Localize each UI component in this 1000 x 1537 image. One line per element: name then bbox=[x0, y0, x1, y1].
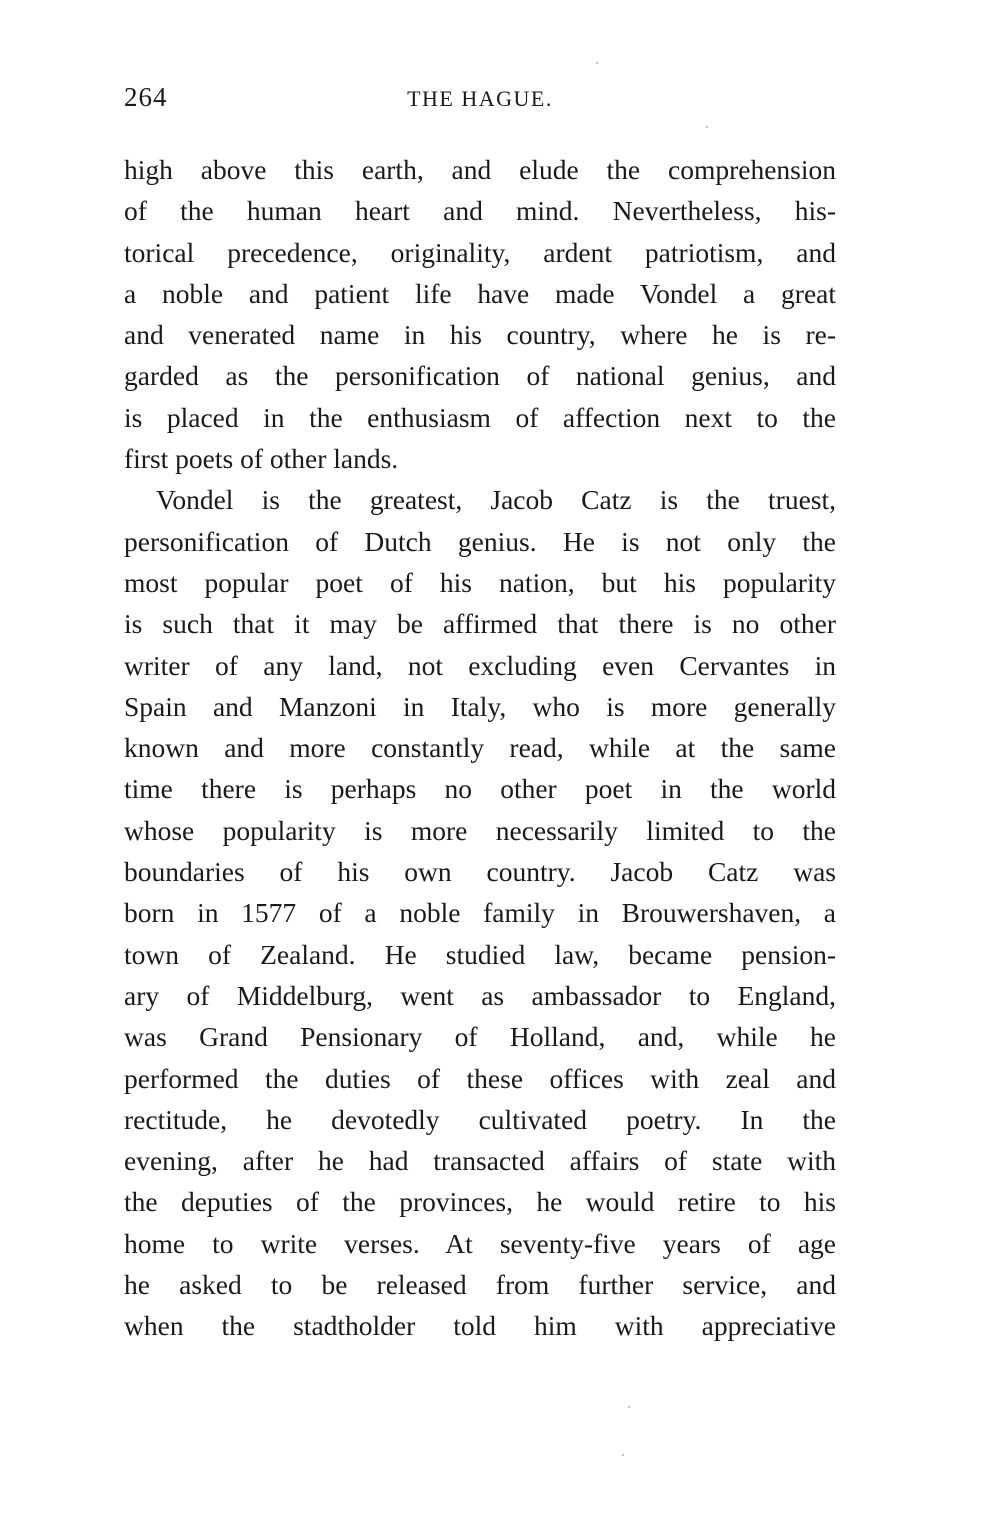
text-line: high above this earth, and elude the comprehension bbox=[124, 154, 836, 185]
text-line: of the human heart and mind. Nevertheless, his- bbox=[124, 195, 836, 227]
text-line: is such that it may be affirmed that there is no other bbox=[124, 608, 836, 640]
running-head bbox=[124, 82, 836, 116]
text-line: evening, after he had transacted affairs of state with bbox=[124, 1145, 836, 1177]
text-line: whose popularity is more necessarily limited to the bbox=[124, 814, 836, 846]
text-line: Spain and Manzoni in Italy, who is more generally bbox=[124, 690, 836, 722]
text-line: a noble and patient life have made Vondel a great bbox=[124, 277, 836, 309]
text-line: boundaries of his own country. Jacob Catz was bbox=[124, 856, 836, 888]
text-line: when the stadtholder told him with appreciative bbox=[124, 1310, 836, 1342]
text-line: home to write verses. At seventy-five years of age bbox=[124, 1227, 836, 1259]
text-line: the deputies of the provinces, he would retire to his bbox=[124, 1186, 836, 1218]
text-line: is placed in the enthusiasm of affection next to the bbox=[124, 401, 836, 433]
paper-speck bbox=[628, 1406, 630, 1408]
text-line: time there is perhaps no other poet in the world bbox=[124, 773, 836, 805]
running-title: THE HAGUE. bbox=[407, 86, 553, 111]
text-line: most popular poet of his nation, but his popularity bbox=[124, 566, 836, 598]
text-line: known and more constantly read, while at the same bbox=[124, 732, 836, 764]
text-line: garded as the personification of national genius, and bbox=[124, 360, 836, 392]
text-line: he asked to be released from further service, and bbox=[124, 1269, 836, 1301]
text-line: personification of Dutch genius. He is not only the bbox=[124, 525, 836, 557]
paper-speck bbox=[706, 126, 708, 128]
text-line: was Grand Pensionary of Holland, and, while he bbox=[124, 1021, 836, 1053]
text-line: rectitude, he devotedly cultivated poetry. In the bbox=[124, 1103, 836, 1135]
body-text bbox=[124, 149, 836, 1347]
paper-speck bbox=[622, 1454, 624, 1456]
text-line: town of Zealand. He studied law, became pension- bbox=[124, 938, 836, 970]
paragraph-start-line: Vondel is the greatest, Jacob Catz is the truest, bbox=[156, 484, 836, 516]
text-line: performed the duties of these offices with zeal and bbox=[124, 1062, 836, 1094]
text-line: and venerated name in his country, where he is re- bbox=[124, 319, 836, 351]
text-line: born in 1577 of a noble family in Brouwershaven, a bbox=[124, 897, 836, 929]
page-number: 264 bbox=[124, 82, 168, 112]
text-line: ary of Middelburg, went as ambassador to England, bbox=[124, 979, 836, 1011]
paper-speck bbox=[596, 62, 598, 64]
paragraph-end-line: first poets of other lands. bbox=[124, 443, 399, 475]
text-line: torical precedence, originality, ardent patriotism, and bbox=[124, 236, 836, 268]
text-line: writer of any land, not excluding even Cervantes in bbox=[124, 649, 836, 681]
